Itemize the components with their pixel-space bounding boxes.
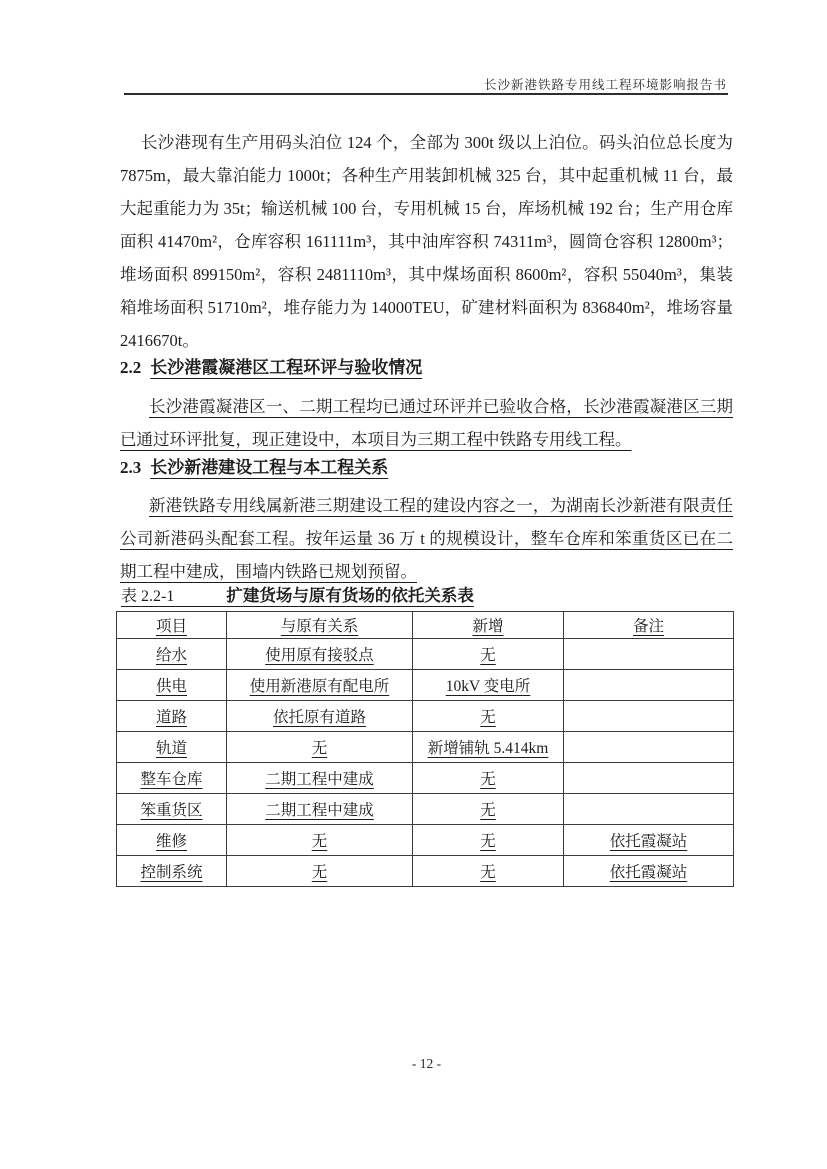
table-cell bbox=[227, 732, 413, 763]
table-cell bbox=[564, 639, 734, 670]
table-cell bbox=[413, 825, 564, 856]
caption-gap bbox=[174, 588, 226, 605]
table-cell bbox=[117, 670, 227, 701]
table-cell bbox=[564, 763, 734, 794]
table-header-row bbox=[117, 612, 734, 639]
paragraph-2-2 bbox=[120, 390, 733, 456]
section-title: 长沙新港建设工程与本工程关系 bbox=[150, 458, 389, 477]
table-caption-label: 表 2.2-1 bbox=[121, 588, 175, 605]
table-cell-text: 维修 bbox=[155, 833, 187, 850]
table-cell bbox=[227, 763, 413, 794]
table-cell-text: 无 bbox=[480, 833, 496, 850]
table-cell-text: 无 bbox=[480, 647, 496, 664]
table-cell-text: 笨重货区 bbox=[140, 802, 203, 819]
table-row bbox=[117, 825, 734, 856]
table-cell-text: 给水 bbox=[155, 647, 187, 664]
paragraph-port-overview: 长沙港现有生产用码头泊位 124 个，全部为 300t 级以上泊位。码头泊位总长度为 7875m，最大靠泊能力 1000t；各种生产用装卸机械 325 台，其中起重机械 11 台，最大起重能力为 35t；输送机械 100 台，专用机械 15 台，库场机械 192 台；生产用仓库面积 41470m²，仓库容积 161111m³，其中油库容积 74311m³，圆筒仓容积 12800m³；堆场面积 899150m²，容积 2481110m³，其中煤场面积 8600m²，容积 55040m³，集装箱堆场面积 51710m²，堆存能力为 14000TEU，矿建材料面积为 836840m²，堆场容量 2416670t。 bbox=[120, 133, 733, 350]
table-cell bbox=[413, 763, 564, 794]
table-cell bbox=[227, 825, 413, 856]
table-cell-text: 依托霞凝站 bbox=[609, 864, 688, 881]
table-cell-text: 使用原有接驳点 bbox=[265, 647, 374, 664]
table-cell bbox=[413, 732, 564, 763]
table-cell-text: 无 bbox=[311, 864, 328, 881]
table-cell bbox=[117, 794, 227, 825]
table-cell bbox=[227, 639, 413, 670]
paragraph-2-3-text: 新港铁路专用线属新港三期建设工程的建设内容之一，为湖南长沙新港有限责任公司新港码头配套工程。按年运量 36 万 t 的规模设计，整车仓库和笨重货区已在二期工程中建成，围墙内铁路已规划预留。 bbox=[120, 496, 733, 581]
table-cell-text: 无 bbox=[311, 740, 328, 757]
header-title: 长沙新港铁路专用线工程环境影响报告书 bbox=[483, 78, 727, 92]
dependency-table bbox=[116, 611, 734, 887]
column-header-text: 与原有关系 bbox=[280, 618, 359, 635]
table-cell-text: 道路 bbox=[155, 709, 187, 726]
table-cell bbox=[227, 701, 413, 732]
table-row bbox=[117, 732, 734, 763]
table-cell bbox=[117, 732, 227, 763]
section-number: 2.3 bbox=[120, 458, 142, 477]
table-row bbox=[117, 794, 734, 825]
section-heading-2-2 bbox=[120, 356, 422, 380]
table-cell bbox=[564, 732, 734, 763]
table-cell-text: 轨道 bbox=[155, 740, 187, 757]
table-cell bbox=[413, 794, 564, 825]
table-caption-title: 扩建货场与原有货场的依托关系表 bbox=[226, 586, 474, 605]
table-cell bbox=[413, 670, 564, 701]
table-cell-text: 无 bbox=[480, 709, 496, 726]
table-row bbox=[117, 670, 734, 701]
table-caption bbox=[121, 585, 474, 608]
table-cell-text: 依托原有道路 bbox=[272, 709, 366, 726]
section-heading-2-3 bbox=[120, 456, 388, 480]
column-header-remark bbox=[564, 612, 734, 639]
table-cell bbox=[564, 670, 734, 701]
column-header-text: 项目 bbox=[155, 618, 187, 635]
column-header-new bbox=[413, 612, 564, 639]
table-cell-text: 二期工程中建成 bbox=[265, 771, 374, 788]
table-row bbox=[117, 701, 734, 732]
table-row bbox=[117, 856, 734, 887]
table-cell-text: 依托霞凝站 bbox=[609, 833, 688, 850]
table-cell bbox=[413, 856, 564, 887]
table-cell-text: 新增铺轨 5.414km bbox=[427, 740, 549, 757]
table-cell bbox=[564, 701, 734, 732]
table-cell bbox=[117, 763, 227, 794]
table-cell-text: 10kV 变电所 bbox=[445, 678, 531, 695]
table-row bbox=[117, 763, 734, 794]
table-row bbox=[117, 639, 734, 670]
table-cell bbox=[117, 701, 227, 732]
table-cell bbox=[413, 639, 564, 670]
table-cell bbox=[564, 794, 734, 825]
page-number: - 12 - bbox=[411, 1056, 442, 1071]
table-cell-text: 供电 bbox=[155, 678, 187, 695]
column-header-text: 备注 bbox=[632, 618, 664, 635]
table-cell-text: 无 bbox=[480, 771, 496, 788]
table-cell bbox=[564, 825, 734, 856]
table-cell bbox=[227, 794, 413, 825]
table-cell bbox=[117, 856, 227, 887]
table-cell-text: 使用新港原有配电所 bbox=[249, 678, 390, 695]
table-cell-text: 无 bbox=[480, 802, 496, 819]
table-cell-text: 无 bbox=[480, 864, 496, 881]
table-cell-text: 控制系统 bbox=[140, 864, 203, 881]
deps-table-body bbox=[117, 639, 734, 887]
section-title: 长沙港霞凝港区工程环评与验收情况 bbox=[150, 358, 423, 377]
table-cell bbox=[564, 856, 734, 887]
table-cell bbox=[413, 701, 564, 732]
table-cell bbox=[227, 670, 413, 701]
column-header-item bbox=[117, 612, 227, 639]
table-cell bbox=[227, 856, 413, 887]
column-header-relation bbox=[227, 612, 413, 639]
column-header-text: 新增 bbox=[472, 618, 504, 635]
table-cell bbox=[117, 639, 227, 670]
section-number: 2.2 bbox=[120, 358, 142, 377]
table-cell bbox=[117, 825, 227, 856]
dependency-table-header bbox=[117, 612, 734, 639]
table-cell-text: 二期工程中建成 bbox=[265, 802, 374, 819]
header-rule bbox=[124, 93, 728, 95]
paragraph-2-2-text: 长沙港霞凝港区一、二期工程均已通过环评并已验收合格，长沙港霞凝港区三期已通过环评批复，现正建设中，本项目为三期工程中铁路专用线工程。 bbox=[120, 397, 733, 449]
table-cell-text: 整车仓库 bbox=[140, 771, 203, 788]
table-cell-text: 无 bbox=[311, 833, 328, 850]
paragraph-2-3 bbox=[120, 489, 733, 588]
